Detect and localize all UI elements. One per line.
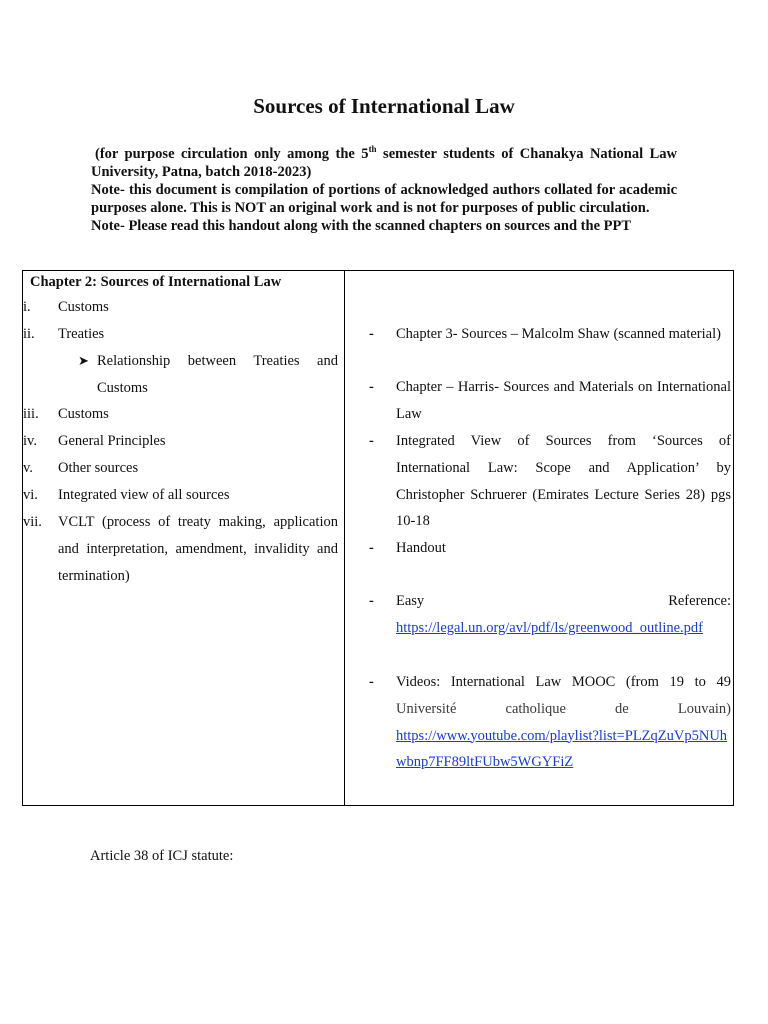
list-item-text: VCLT (process of treaty making, application and interpretation, amendment, invalidity and termination) <box>58 514 338 584</box>
list-item-text: General Principles <box>58 433 166 449</box>
university-text: Université catholique de Louvain) <box>396 700 731 717</box>
dash-bullet: - <box>369 326 374 342</box>
sub-list-item-text <box>97 348 338 375</box>
list-item-text: Other sources <box>58 460 139 476</box>
table-right-column <box>345 271 734 805</box>
youtube-playlist-link[interactable]: https://www.youtube.com/playlist?list=PLZqZuVp5NUhwbnp7FF89ltFUbw5WGYFiZ <box>396 727 728 771</box>
easy-label: Easy <box>396 593 425 609</box>
list-numeral: iii. <box>23 406 39 422</box>
article-38-heading: Article 38 of ICJ statute: <box>90 848 234 864</box>
list-numeral: i. <box>23 299 31 315</box>
intro-circulation-text: (for purpose circulation only among the 5 <box>95 146 369 162</box>
greenwood-outline-link[interactable]: https://legal.un.org/avl/pdf/ls/greenwood_outline.pdf <box>396 619 704 636</box>
intro-note-handout: Note- Please read this handout along with the scanned chapters on sources and the PPT <box>91 218 632 234</box>
list-item-text: Customs <box>58 406 109 422</box>
list-numeral: iv. <box>23 433 37 449</box>
dash-bullet: - <box>369 433 374 449</box>
superscript-th: th <box>368 144 377 155</box>
reading-text <box>396 588 731 642</box>
dash-bullet: - <box>369 540 374 556</box>
arrow-bullet-icon: ➤ <box>78 353 89 368</box>
list-item-text: Integrated view of all sources <box>58 487 230 503</box>
intro-circulation-line <box>91 145 677 181</box>
document-title: Sources of International Law <box>253 94 515 118</box>
list-numeral: vi. <box>23 487 38 503</box>
list-numeral: v. <box>23 460 33 476</box>
intro-block <box>91 145 677 235</box>
reading-text: Handout <box>396 540 446 556</box>
reading-text: Integrated View of Sources from ‘Sources of International Law: Scope and Application’ by Christopher Schruerer (Emirates Lecture Series 28) pgs 10-18 <box>396 433 731 530</box>
intro-note-compilation: Note- this document is compilation of portions of acknowledged authors collated for academic purposes alone. This is NOT an original work and is not for purposes of public circulation. <box>91 182 677 216</box>
reading-text: Chapter 3- Sources – Malcolm Shaw (scanned material) <box>396 326 721 342</box>
reading-text <box>396 669 731 776</box>
easy-reference-label <box>396 588 731 615</box>
dash-bullet: - <box>369 593 374 609</box>
list-numeral: ii. <box>23 326 35 342</box>
chapter-heading: Chapter 2: Sources of International Law <box>30 274 282 290</box>
table-left-column <box>23 271 344 805</box>
intro-circulation-text-rest: semester students of Chanakya National Law University, Patna, batch 2018-2023) <box>91 146 677 180</box>
sub-list-item-text-line2 <box>97 375 338 402</box>
dash-bullet: - <box>369 379 374 395</box>
sub-item-line1: Relationship between Treaties and <box>97 353 338 369</box>
reference-label: Reference: <box>668 593 731 609</box>
list-item-text: Treaties <box>58 326 105 342</box>
list-item-text: Customs <box>58 299 109 315</box>
sub-item-line2: Customs <box>97 379 148 396</box>
syllabus-table <box>22 270 734 806</box>
videos-text: Videos: International Law MOOC (from 19 to 49 <box>396 674 731 690</box>
list-numeral: vii. <box>23 514 42 530</box>
reading-text: Chapter – Harris- Sources and Materials on International Law <box>396 379 731 422</box>
dash-bullet: - <box>369 674 374 690</box>
